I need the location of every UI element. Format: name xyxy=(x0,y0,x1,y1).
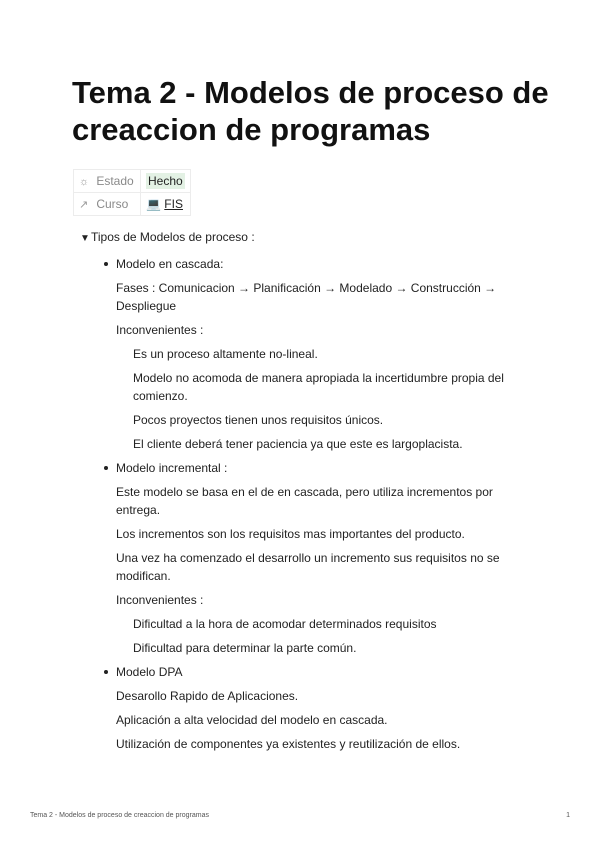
indented-paragraph: Dificultad para determinar la parte común. xyxy=(133,641,357,655)
laptop-icon: 💻 xyxy=(146,197,161,211)
page-footer xyxy=(30,812,570,819)
status-badge: Hecho xyxy=(148,174,183,188)
indented-paragraph: El cliente deberá tener paciencia ya que este es largoplacista. xyxy=(133,437,463,451)
section-title: Modelo incremental : xyxy=(116,461,228,475)
course-link[interactable]: FIS xyxy=(164,197,183,211)
list-item-cascada xyxy=(80,255,520,453)
page-number: 1 xyxy=(566,812,570,819)
property-key-curso xyxy=(74,193,141,216)
status-icon: ☼ xyxy=(79,176,90,188)
indented-paragraph: Dificultad a la hora de acomodar determinados requisitos xyxy=(133,617,437,631)
toggle-triangle-icon[interactable]: ▼ xyxy=(80,233,90,244)
indented-paragraph: Modelo no acomoda de manera apropiada la incertidumbre propia del comienzo. xyxy=(133,371,504,403)
property-key-label: Curso xyxy=(96,197,129,211)
relation-arrow-icon: ↗ xyxy=(79,199,89,211)
paragraph: Inconvenientes : xyxy=(116,323,204,337)
properties-table xyxy=(73,169,191,216)
property-key-label: Estado xyxy=(96,174,134,188)
bullet-icon xyxy=(104,466,108,470)
indented-paragraph: Pocos proyectos tienen unos requisitos únicos. xyxy=(133,413,384,427)
paragraph: Inconvenientes : xyxy=(116,593,204,607)
paragraph: Utilización de componentes ya existentes y reutilización de ellos. xyxy=(116,737,461,751)
property-value-curso xyxy=(141,193,191,216)
bullet-icon xyxy=(104,262,108,266)
toggle-block[interactable] xyxy=(80,228,520,248)
property-value-estado[interactable] xyxy=(141,170,191,193)
paragraph: Fases : Comunicacion → Planificación → Modelado → Construcción → Despliegue xyxy=(116,281,497,313)
paragraph: Desarollo Rapido de Aplicaciones. xyxy=(116,689,299,703)
property-row-curso xyxy=(74,193,191,216)
page-title: Tema 2 - Modelos de proceso de creaccion de programas xyxy=(72,75,549,147)
page-content xyxy=(80,228,520,759)
list-item-dpa xyxy=(80,663,520,753)
paragraph: Aplicación a alta velocidad del modelo en cascada. xyxy=(116,713,388,727)
list-item-incremental xyxy=(80,459,520,657)
bullet-icon xyxy=(104,670,108,674)
indented-paragraph: Es un proceso altamente no-lineal. xyxy=(133,347,318,361)
paragraph: Este modelo se basa en el de en cascada, pero utiliza incrementos por entrega. xyxy=(116,485,493,517)
property-row-estado xyxy=(74,170,191,193)
section-title: Modelo DPA xyxy=(116,665,183,679)
property-key-estado xyxy=(74,170,141,193)
footer-title: Tema 2 - Modelos de proceso de creaccion de programas xyxy=(30,812,209,819)
paragraph: Los incrementos son los requisitos mas importantes del producto. xyxy=(116,527,465,541)
section-title: Modelo en cascada: xyxy=(116,257,224,271)
paragraph: Una vez ha comenzado el desarrollo un incremento sus requisitos no se modifican. xyxy=(116,551,500,583)
toggle-label: Tipos de Modelos de proceso : xyxy=(91,230,255,244)
